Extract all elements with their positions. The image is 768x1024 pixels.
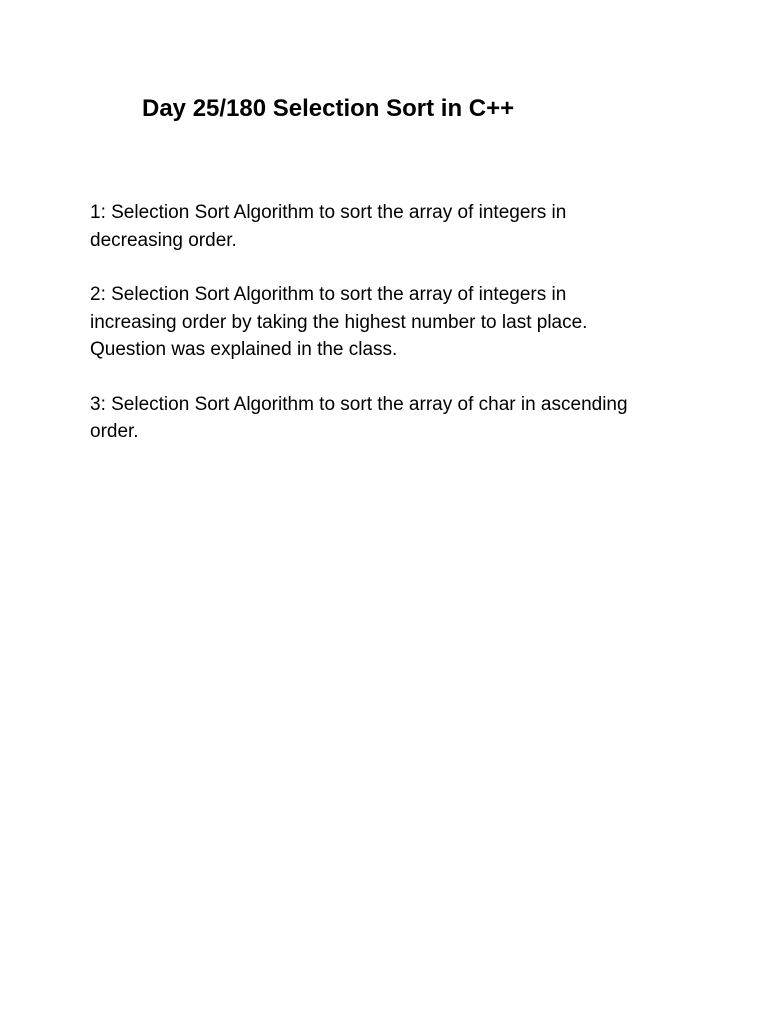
task-list — [90, 199, 690, 473]
task-item-2-line-3: Question was explained in the class. — [90, 339, 398, 360]
task-item-2 — [90, 281, 690, 364]
task-item-2-line-2: increasing order by taking the highest number to last place. — [90, 311, 588, 333]
task-item-3-line-2: order. — [90, 421, 139, 442]
task-item-1-line-1: 1: Selection Sort Algorithm to sort the array of integers in — [90, 202, 567, 223]
task-item-2-line-1: 2: Selection Sort Algorithm to sort the array of integers in — [90, 284, 567, 305]
task-item-3 — [90, 391, 690, 446]
task-item-1-line-2: decreasing order. — [90, 229, 237, 251]
task-item-1 — [90, 199, 690, 254]
task-item-3-line-1: 3: Selection Sort Algorithm to sort the array of char in ascending — [90, 393, 628, 415]
page-title: Day 25/180 Selection Sort in C++ — [142, 95, 515, 122]
